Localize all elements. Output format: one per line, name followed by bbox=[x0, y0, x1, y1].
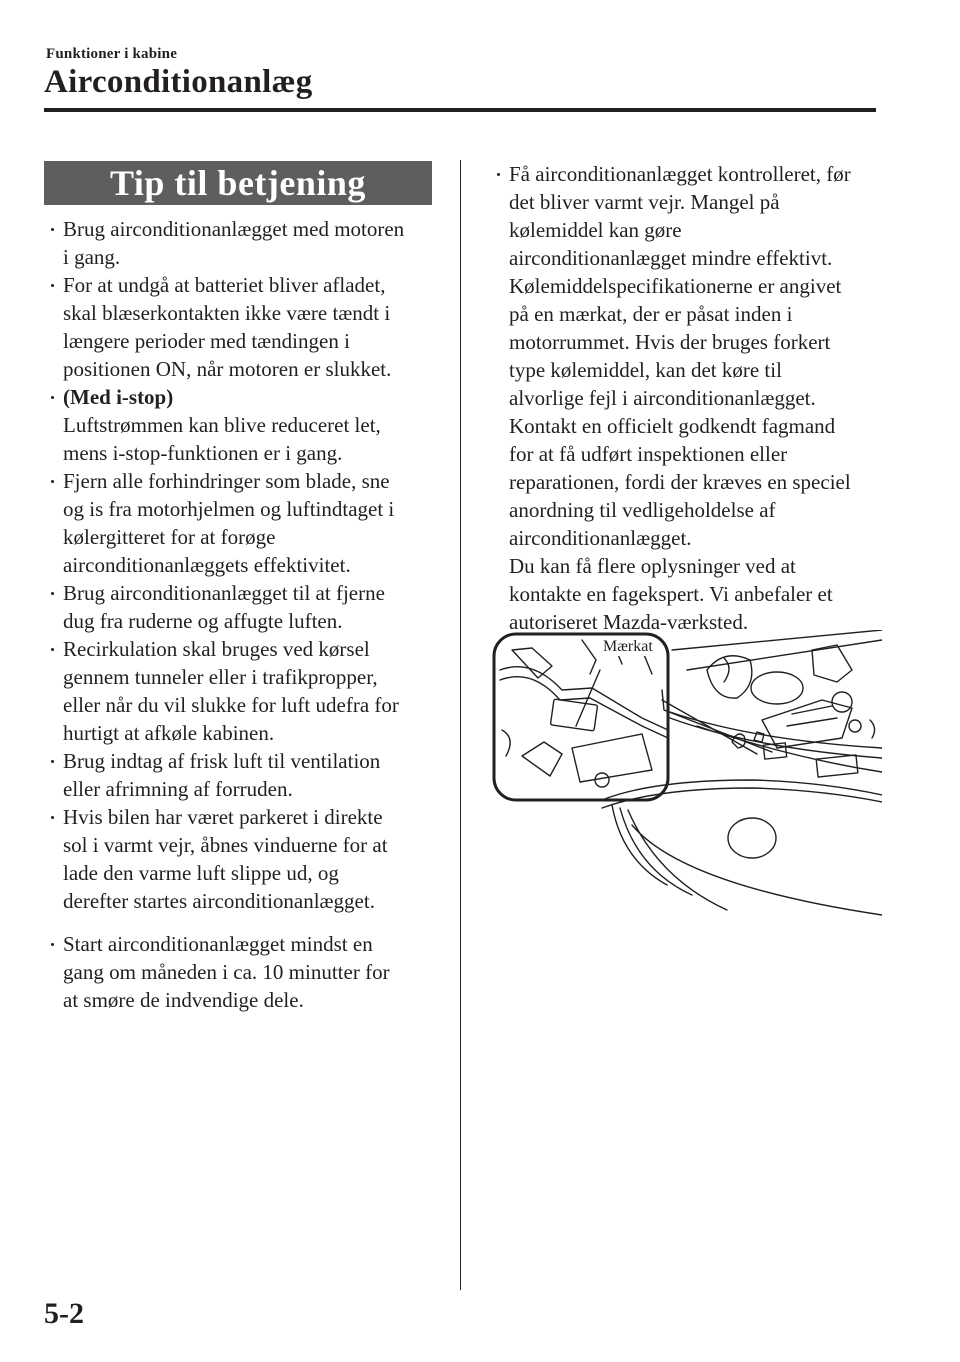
page-number: 5-2 bbox=[44, 1297, 84, 1330]
page-title: Airconditionanlæg bbox=[44, 64, 313, 100]
engine-compartment-drawing bbox=[492, 630, 882, 920]
bullet-line: eller når du vil slukke for luft udefra for bbox=[63, 693, 399, 717]
bullet-item bbox=[46, 747, 446, 803]
bullet-line: Kølemiddelspecifikationerne er angivet bbox=[509, 274, 842, 298]
bullet-item bbox=[46, 803, 446, 915]
bullet-line: sol i varmt vejr, åbnes vinduerne for at bbox=[63, 833, 388, 857]
bullet-line: motorrummet. Hvis der bruges forkert bbox=[509, 330, 831, 354]
bullet-bold-heading: (Med i-stop) bbox=[63, 385, 174, 409]
left-bullet-list bbox=[46, 215, 446, 1014]
bullet-item bbox=[46, 579, 446, 635]
bullet-line: Recirkulation skal bruges ved kørsel bbox=[63, 637, 370, 661]
bullet-line: kølergitteret for at forøge bbox=[63, 525, 276, 549]
bullet-line: hurtigt at afkøle kabinen. bbox=[63, 721, 275, 745]
bullet-line: alvorlige fejl i airconditionanlægget. bbox=[509, 386, 816, 410]
bullet-item bbox=[46, 271, 446, 383]
right-bullet-list bbox=[492, 160, 882, 636]
bullet-line: airconditionanlægget mindre effektivt. bbox=[509, 246, 833, 270]
bullet-line: gang om måneden i ca. 10 minutter for bbox=[63, 960, 390, 984]
bullet-line: mens i-stop-funktionen er i gang. bbox=[63, 441, 343, 465]
engine-compartment-illustration bbox=[492, 630, 882, 920]
bullet-line: For at undgå at batteriet bliver afladet, bbox=[63, 273, 386, 297]
bullet-line: airconditionanlægget. bbox=[509, 526, 692, 550]
title-rule bbox=[44, 108, 876, 112]
bullet-item bbox=[46, 930, 446, 1014]
bullet-line: dug fra ruderne og affugte luften. bbox=[63, 609, 343, 633]
section-label: Funktioner i kabine bbox=[46, 46, 178, 62]
bullet-line: Start airconditionanlægget mindst en bbox=[63, 932, 373, 956]
column-divider bbox=[460, 160, 461, 1290]
bullet-line: positionen ON, når motoren er slukket. bbox=[63, 357, 392, 381]
bullet-line: derefter startes airconditionanlægget. bbox=[63, 889, 375, 913]
bullet-line: det bliver varmt vejr. Mangel på bbox=[509, 190, 780, 214]
bullet-line: airconditionanlæggets effektivitet. bbox=[63, 553, 351, 577]
bullet-line: anordning til vedligeholdelse af bbox=[509, 498, 776, 522]
bullet-line: Hvis bilen har været parkeret i direkte bbox=[63, 805, 383, 829]
bullet-line: i gang. bbox=[63, 245, 121, 269]
bullet-line: kølemiddel kan gøre bbox=[509, 218, 682, 242]
bullet-line: Du kan få flere oplysninger ved at bbox=[509, 554, 796, 578]
bullet-line: Fjern alle forhindringer som blade, sne bbox=[63, 469, 390, 493]
bullet-line: skal blæserkontakten ikke være tændt i bbox=[63, 301, 391, 325]
bullet-line: for at få udført inspektionen eller bbox=[509, 442, 788, 466]
bullet-line: Luftstrømmen kan blive reduceret let, bbox=[63, 413, 381, 437]
bullet-line: kontakte en fagekspert. Vi anbefaler et bbox=[509, 582, 833, 606]
label-callout: Mærkat bbox=[603, 638, 653, 655]
bullet-item bbox=[46, 215, 446, 271]
bullet-line: Kontakt en officielt godkendt fagmand bbox=[509, 414, 836, 438]
bullet-line: gennem tunneler eller i trafikpropper, bbox=[63, 665, 378, 689]
bullet-line: længere perioder med tændingen i bbox=[63, 329, 350, 353]
bullet-line: Brug airconditionanlægget til at fjerne bbox=[63, 581, 385, 605]
bullet-line: Få airconditionanlægget kontrolleret, før bbox=[509, 162, 851, 186]
bullet-line: at smøre de indvendige dele. bbox=[63, 988, 304, 1012]
tip-heading: Tip til betjening bbox=[110, 163, 366, 203]
bullet-line: og is fra motorhjelmen og luftindtaget i bbox=[63, 497, 395, 521]
bullet-line: lade den varme luft slippe ud, og bbox=[63, 861, 339, 885]
bullet-line: type kølemiddel, kan det køre til bbox=[509, 358, 782, 382]
bullet-line: eller afrimning af forruden. bbox=[63, 777, 293, 801]
bullet-line: Brug indtag af frisk luft til ventilation bbox=[63, 749, 381, 773]
tip-heading-banner bbox=[44, 161, 432, 205]
bullet-line: på en mærkat, der er påsat inden i bbox=[509, 302, 793, 326]
bullet-line: Brug airconditionanlægget med motoren bbox=[63, 217, 405, 241]
bullet-item bbox=[46, 635, 446, 747]
bullet-line: reparationen, fordi der kræves en speciel bbox=[509, 470, 851, 494]
bullet-line: autoriseret Mazda-værksted. bbox=[509, 610, 749, 634]
bullet-item bbox=[46, 383, 446, 467]
bullet-item bbox=[492, 160, 882, 636]
bullet-item bbox=[46, 467, 446, 579]
